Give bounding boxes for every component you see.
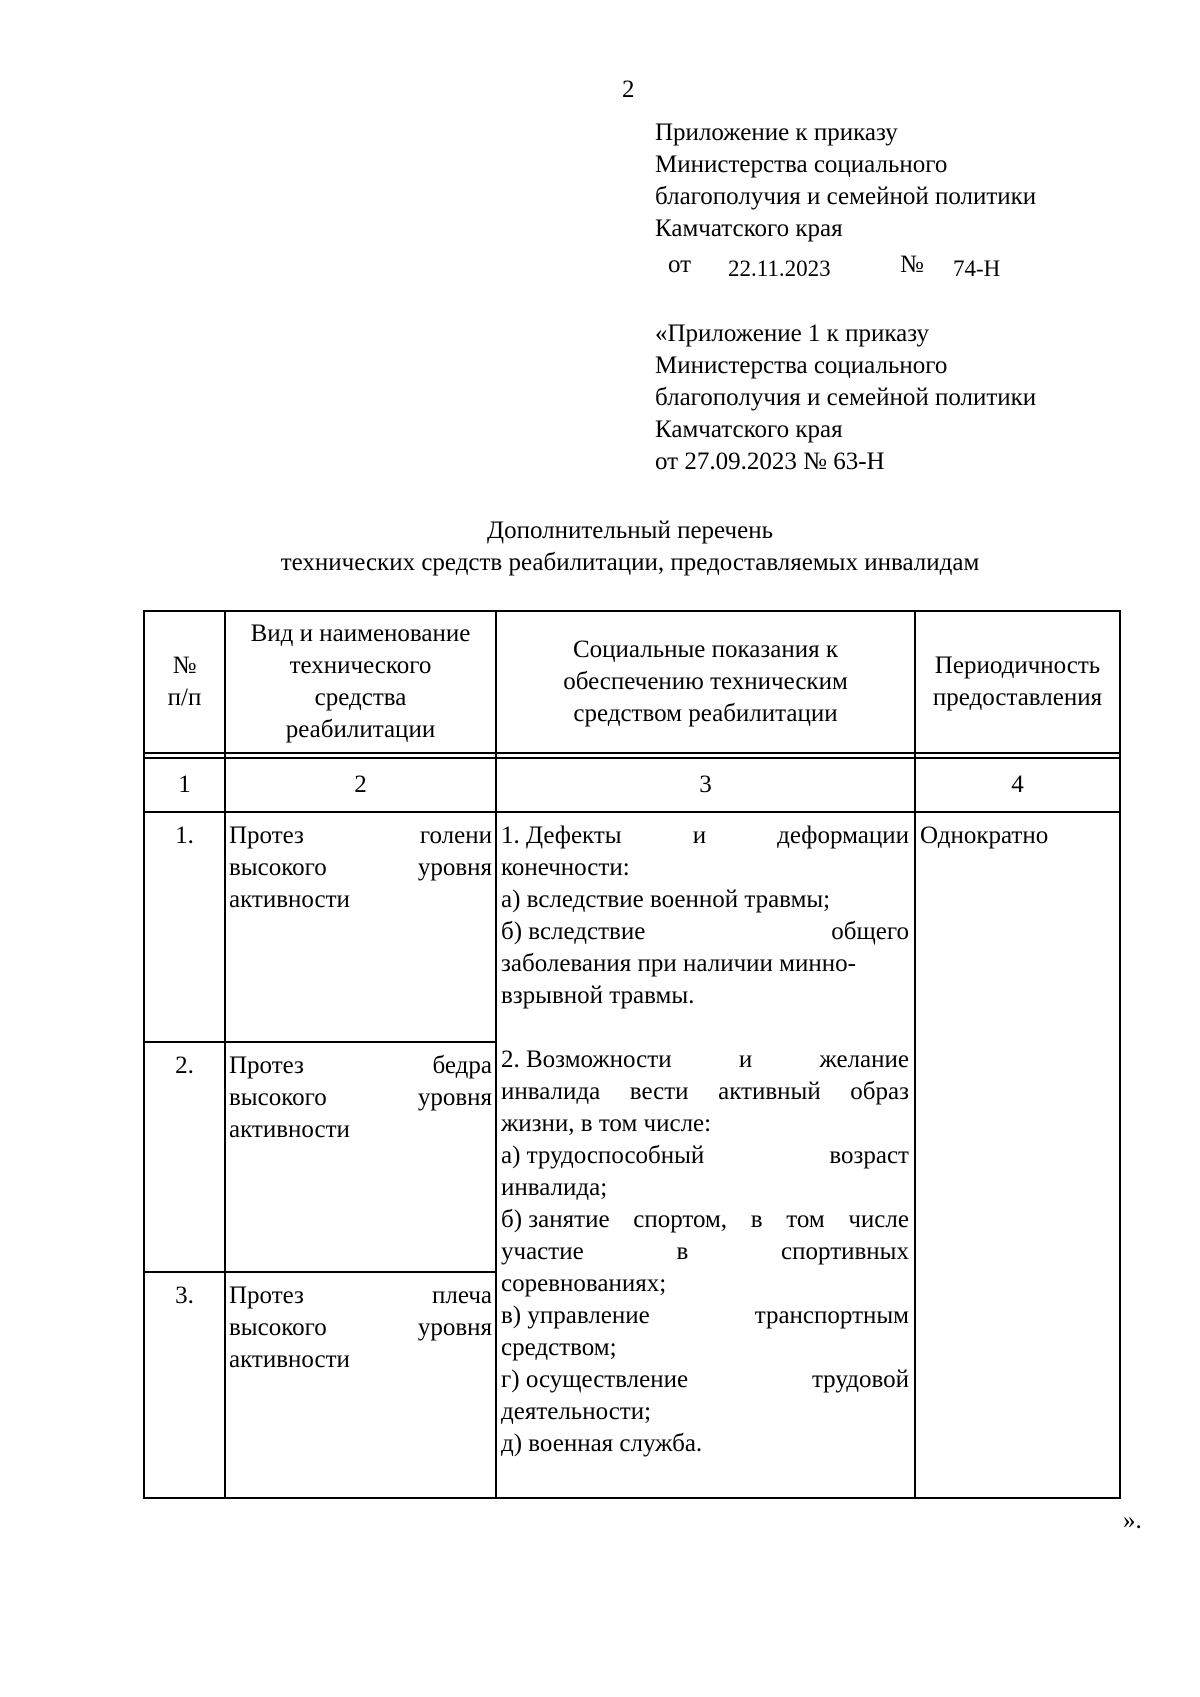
row-number: 1. xyxy=(175,822,194,849)
column-number-text: 2 xyxy=(354,771,367,798)
row-number-cell xyxy=(145,1280,224,1312)
indication-line xyxy=(501,884,909,916)
periodicity-cell xyxy=(920,820,1116,852)
word: участие xyxy=(501,1238,584,1265)
document-title xyxy=(0,515,1200,579)
rehab-means-table xyxy=(143,610,1121,1499)
indication-line xyxy=(501,1268,909,1300)
word: том xyxy=(786,1206,825,1233)
word: инвалида; xyxy=(501,1174,608,1201)
word: заболевания при наличии минно- xyxy=(501,950,856,977)
word: желание xyxy=(819,1046,909,1073)
device-name-line xyxy=(229,820,492,852)
word: взрывной травмы. xyxy=(501,982,695,1009)
indication-line xyxy=(501,948,909,980)
word: деформации xyxy=(777,822,909,849)
date-prefix: от xyxy=(668,251,692,278)
number-sign: № xyxy=(900,251,924,278)
document-title-line: Дополнительный перечень xyxy=(487,517,773,544)
indication-line xyxy=(501,1076,909,1108)
device-name-line xyxy=(229,1344,492,1376)
word: образ xyxy=(850,1078,909,1105)
word: д) военная служба. xyxy=(501,1430,703,1457)
word: в xyxy=(750,1206,763,1233)
word: голени xyxy=(419,822,492,849)
word: уровня xyxy=(417,1084,492,1111)
column-number-text: 1 xyxy=(178,771,191,798)
word: и xyxy=(738,1046,753,1073)
word: деятельности; xyxy=(501,1398,652,1425)
device-name-line xyxy=(229,1312,492,1344)
indication-line xyxy=(501,852,909,884)
word: жизни, в том числе: xyxy=(501,1110,712,1137)
periodicity-value: Однократно xyxy=(920,822,1049,849)
word: активности xyxy=(229,1346,350,1373)
word: числе xyxy=(848,1206,909,1233)
indication-line xyxy=(501,1172,909,1204)
annex-header-current xyxy=(655,117,1175,245)
word: Протез xyxy=(229,822,304,849)
header-text-line: средством реабилитации xyxy=(573,700,838,727)
row-divider xyxy=(143,1041,497,1043)
row-number: 2. xyxy=(175,1052,194,1079)
page-number: 2 xyxy=(622,76,635,103)
word: инвалида xyxy=(501,1078,601,1105)
header-text-line: п/п xyxy=(167,684,202,711)
word: уровня xyxy=(417,854,492,881)
indication-line xyxy=(501,1108,909,1140)
indication-line xyxy=(501,1236,909,1268)
indication-line xyxy=(501,980,909,1012)
document-title-line: технических средств реабилитации, предоставляемых инвалидам xyxy=(280,549,980,576)
device-name-cell xyxy=(229,1280,492,1376)
device-name-line xyxy=(229,1114,492,1146)
indications-part-2 xyxy=(501,1044,909,1460)
order-date: 22.11.2023 xyxy=(728,256,831,281)
header-number xyxy=(145,612,224,752)
device-name-line xyxy=(229,1050,492,1082)
device-name-line xyxy=(229,884,492,916)
word: в) управление xyxy=(501,1302,650,1329)
word: активности xyxy=(229,886,350,913)
word: активный xyxy=(718,1078,821,1105)
word: средством; xyxy=(501,1334,617,1361)
column-number xyxy=(226,759,495,811)
word: общего xyxy=(831,918,909,945)
header-text-line: Периодичность xyxy=(934,652,1101,679)
annex-header-line: от 27.09.2023 № 63-Н xyxy=(655,448,885,475)
word: в xyxy=(676,1238,689,1265)
annex-header-line: «Приложение 1 к приказу xyxy=(655,320,930,347)
word: транспортным xyxy=(754,1302,909,1329)
word: а) вследствие военной травмы; xyxy=(501,886,831,913)
indication-line xyxy=(501,1396,909,1428)
header-divider xyxy=(143,752,1121,754)
column-number-text: 3 xyxy=(699,771,712,798)
header-text-line: Социальные показания к xyxy=(572,636,838,663)
row-number-cell xyxy=(145,820,224,852)
word: возраст xyxy=(829,1142,909,1169)
header-text-line: средства xyxy=(314,684,407,711)
annex-header-line: благополучия и семейной политики xyxy=(655,183,1037,210)
indication-line xyxy=(501,1140,909,1172)
annex-header-line: Камчатского края xyxy=(655,215,843,242)
row-number-cell xyxy=(145,1050,224,1082)
indication-line xyxy=(501,1044,909,1076)
column-number xyxy=(497,759,914,811)
indications-part-1 xyxy=(501,820,909,1012)
word: Протез xyxy=(229,1052,304,1079)
indication-line xyxy=(501,1428,909,1460)
annex-header-line: Камчатского края xyxy=(655,416,843,443)
word: б) вследствие xyxy=(501,918,646,945)
annex-header-line: Министерства социального xyxy=(655,151,948,178)
word: 1. Дефекты xyxy=(501,822,622,849)
device-name-line xyxy=(229,1280,492,1312)
device-name-cell xyxy=(229,1050,492,1146)
word: конечности: xyxy=(501,854,630,881)
word: и xyxy=(692,822,707,849)
header-text-line: обеспечению техническим xyxy=(563,668,848,695)
word: 2. Возможности xyxy=(501,1046,672,1073)
column-number xyxy=(916,759,1119,811)
word: Протез xyxy=(229,1282,304,1309)
indication-line xyxy=(501,820,909,852)
annex-header-line: Приложение к приказу xyxy=(655,119,898,146)
paragraph-gap xyxy=(501,1012,909,1044)
word: высокого xyxy=(229,1314,327,1341)
closing-quote-mark: ». xyxy=(1123,1507,1142,1534)
header-text-line: Вид и наименование xyxy=(250,620,471,647)
device-name-line xyxy=(229,852,492,884)
header-name xyxy=(226,612,495,752)
device-name-cell xyxy=(229,820,492,916)
row-divider xyxy=(143,1271,497,1273)
word: спортом, xyxy=(633,1206,728,1233)
column-number xyxy=(145,759,224,811)
word: высокого xyxy=(229,854,327,881)
word: трудовой xyxy=(811,1366,909,1393)
word: уровня xyxy=(417,1314,492,1341)
header-text-line: реабилитации xyxy=(285,716,436,743)
header-indications xyxy=(497,612,914,752)
indication-line xyxy=(501,916,909,948)
annex-header-line: благополучия и семейной политики xyxy=(655,384,1037,411)
word: плеча xyxy=(432,1282,492,1309)
table-border-right xyxy=(1119,610,1121,1499)
word: спортивных xyxy=(781,1238,909,1265)
row-divider xyxy=(143,811,1121,813)
header-text-line: предоставления xyxy=(932,684,1103,711)
word: активности xyxy=(229,1116,350,1143)
indication-line xyxy=(501,1300,909,1332)
social-indications-cell xyxy=(501,820,909,1460)
device-name-line xyxy=(229,1082,492,1114)
table-border-bottom xyxy=(143,1497,1121,1499)
indication-line xyxy=(501,1364,909,1396)
header-periodicity xyxy=(916,612,1119,752)
annex-header-amended xyxy=(655,318,1175,478)
row-number: 3. xyxy=(175,1282,194,1309)
word: высокого xyxy=(229,1084,327,1111)
indication-line xyxy=(501,1332,909,1364)
header-text-line: технического xyxy=(289,652,432,679)
word: б) занятие xyxy=(501,1206,610,1233)
column-number-text: 4 xyxy=(1011,771,1024,798)
indication-line xyxy=(501,1204,909,1236)
word: соревнованиях; xyxy=(501,1270,667,1297)
word: г) осуществление xyxy=(501,1366,689,1393)
word: бедра xyxy=(432,1052,492,1079)
word: а) трудоспособный xyxy=(501,1142,705,1169)
annex-header-line: Министерства социального xyxy=(655,352,948,379)
word: вести xyxy=(629,1078,689,1105)
order-number: 74-Н xyxy=(953,256,1001,281)
header-text-line: № xyxy=(172,652,197,679)
